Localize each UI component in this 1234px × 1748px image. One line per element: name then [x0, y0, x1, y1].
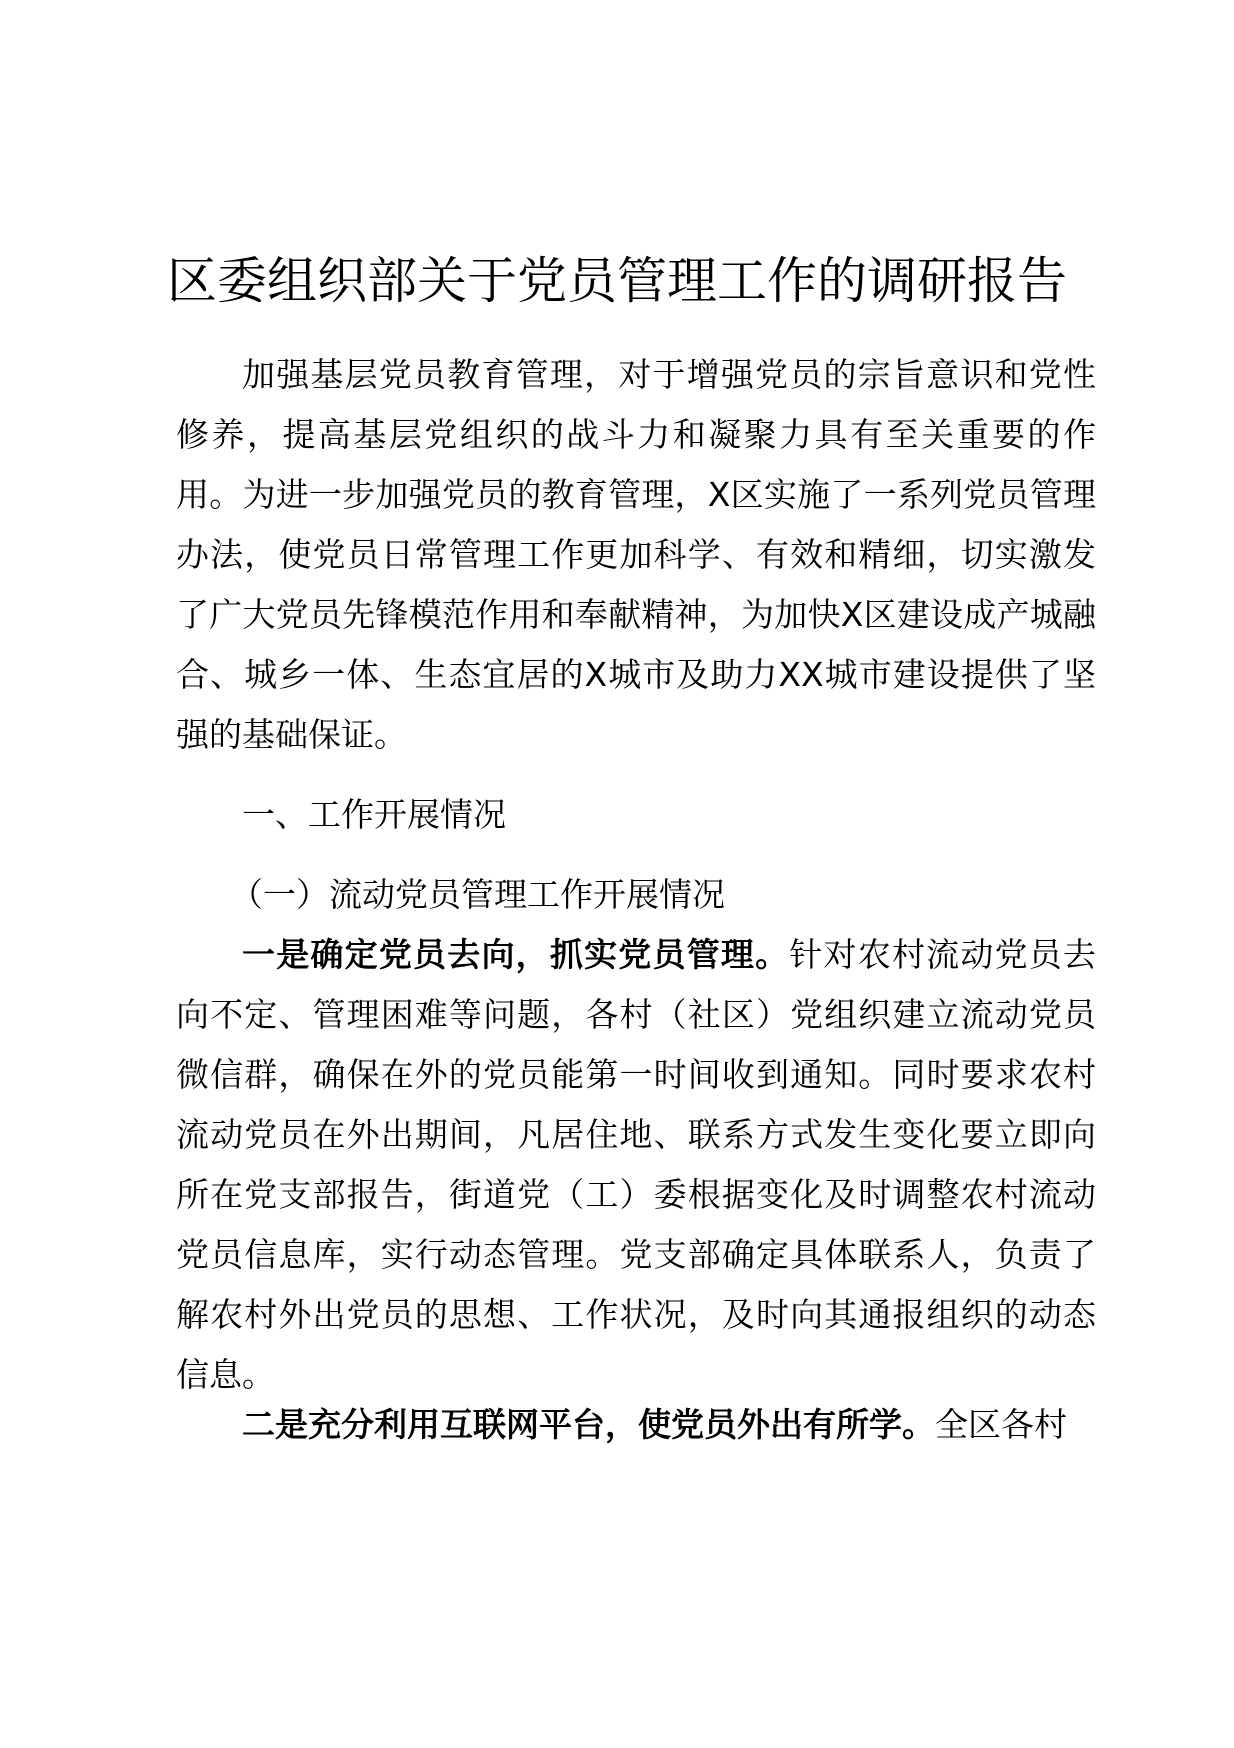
item-1-lead: 一是确定党员去向，抓实党员管理。: [242, 935, 790, 974]
subsection-heading: （一）流动党员管理工作开展情况: [230, 875, 725, 914]
item-paragraph-2: [176, 1395, 1096, 1455]
intro-paragraph: 加强基层党员教育管理，对于增强党员的宗旨意识和党性修养，提高基层党组织的战斗力和凝聚力具有至关重要的作用。为进一步加强党员的教育管理，X区实施了一系列党员管理办法，使党员日常管理工作更加科学、有效和精细，切实激发了广大党员先锋模范作用和奉献精神，为加快X区建设成产城融合、城乡一体、生态宜居的X城市及助力XX城市建设提供了坚强的基础保证。: [176, 355, 1096, 754]
section-heading: 一、工作开展情况: [242, 795, 506, 834]
item-1-text: 针对农村流动党员去向不定、管理困难等问题，各村（社区）党组织建立流动党员微信群，确保在外的党员能第一时间收到通知。同时要求农村流动党员在外出期间，凡居住地、联系方式发生变化要立即向所在党支部报告，街道党（工）委根据变化及时调整农村流动党员信息库，实行动态管理。党支部确定具体联系人，负责了解农村外出党员的思想、工作状况，及时向其通报组织的动态信息。: [176, 935, 1097, 1394]
item-2-text: 全区各村: [935, 1405, 1067, 1444]
item-paragraph-1: [176, 925, 1096, 1405]
document-title: 区委组织部关于党员管理工作的调研报告: [167, 252, 1067, 310]
item-2-lead: 二是充分利用互联网平台，使党员外出有所学。: [242, 1405, 935, 1444]
